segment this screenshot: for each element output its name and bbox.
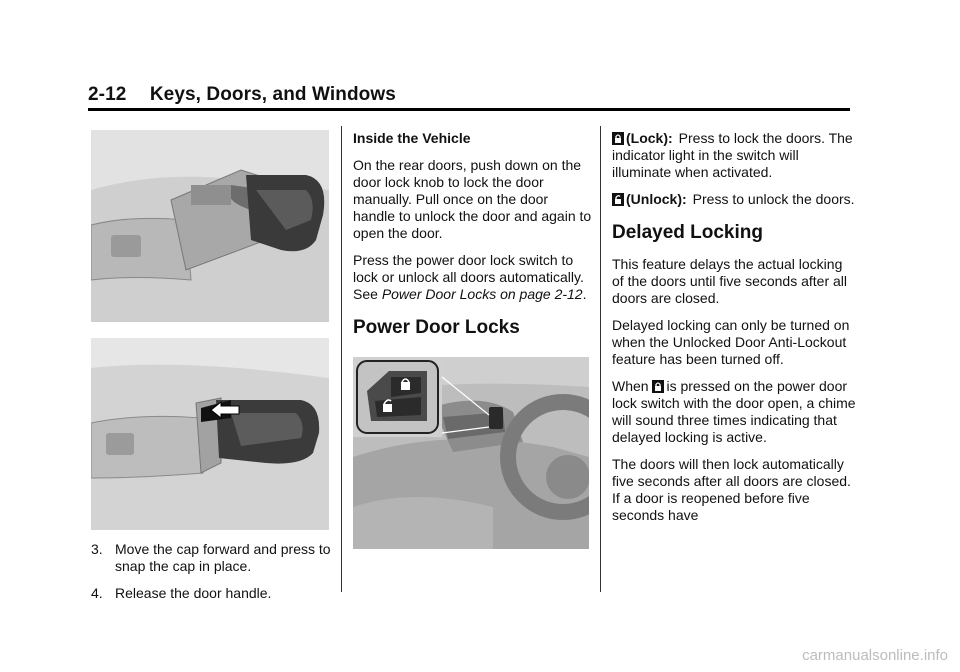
power-door-locks-heading: Power Door Locks bbox=[353, 317, 520, 338]
page-number: 2-12 bbox=[88, 84, 127, 105]
left-column bbox=[91, 541, 336, 612]
power-door-locks-reference[interactable]: Power Door Locks on page 2-12 bbox=[381, 286, 583, 302]
header-rule bbox=[88, 108, 850, 111]
power-switch-paragraph bbox=[353, 252, 593, 303]
step-3-text: Move the cap forward and press to snap the cap in place. bbox=[115, 541, 331, 574]
unlock-text: Press to unlock the doors. bbox=[692, 191, 855, 207]
unlock-description bbox=[612, 191, 857, 208]
para3-start: When bbox=[612, 378, 649, 394]
unlock-term: (Unlock): bbox=[626, 191, 687, 207]
delayed-locking-para-2: Delayed locking can only be turned on when the Unlocked Door Anti-Lockout feature has been turned off. bbox=[612, 317, 850, 367]
lock-text: Press to lock the doors. The indicator light in the switch will illuminate when activated. bbox=[612, 130, 853, 180]
step-3 bbox=[91, 541, 336, 575]
step-4 bbox=[91, 585, 336, 602]
unlock-icon bbox=[612, 193, 624, 206]
lock-term: (Lock): bbox=[626, 130, 673, 146]
door-handle-cap-removed-photo bbox=[91, 130, 329, 322]
power-switch-end: . bbox=[582, 286, 587, 302]
middle-column bbox=[353, 130, 593, 351]
delayed-locking-para-3 bbox=[612, 378, 857, 446]
delayed-locking-heading: Delayed Locking bbox=[612, 222, 763, 243]
para3-end: is pressed on the power door lock switch with the door open, a chime will sound three times indicating that delayed locking is active. bbox=[612, 378, 856, 445]
column-divider-1 bbox=[341, 126, 342, 592]
section-title: Keys, Doors, and Windows bbox=[149, 84, 396, 105]
lock-description bbox=[612, 130, 857, 181]
inside-vehicle-subheading: Inside the Vehicle bbox=[353, 130, 471, 146]
delayed-locking-para-4: The doors will then lock automatically five seconds after all doors are closed. If a door is reopened before five seconds have bbox=[612, 456, 851, 523]
rear-door-paragraph: On the rear doors, push down on the door lock knob to lock the door manually. Pull once on the door handle to unlock the door and again to open the door. bbox=[353, 157, 592, 241]
right-column bbox=[612, 130, 857, 534]
lock-icon bbox=[652, 380, 664, 393]
step-3-number: 3. bbox=[91, 541, 103, 557]
door-handle-cap-install-photo bbox=[91, 338, 329, 530]
step-4-number: 4. bbox=[91, 585, 103, 601]
lock-icon bbox=[612, 132, 624, 145]
power-door-lock-switch-photo bbox=[353, 357, 589, 549]
delayed-locking-para-1: This feature delays the actual locking of the doors until five seconds after all doors are closed. bbox=[612, 256, 848, 306]
power-switch-text: Press the power door lock switch to lock or unlock all doors automatically. See bbox=[353, 252, 584, 302]
step-4-text: Release the door handle. bbox=[115, 585, 272, 601]
page-header bbox=[88, 84, 850, 106]
column-divider-2 bbox=[600, 126, 601, 592]
watermark: carmanualsonline.info bbox=[802, 647, 948, 664]
